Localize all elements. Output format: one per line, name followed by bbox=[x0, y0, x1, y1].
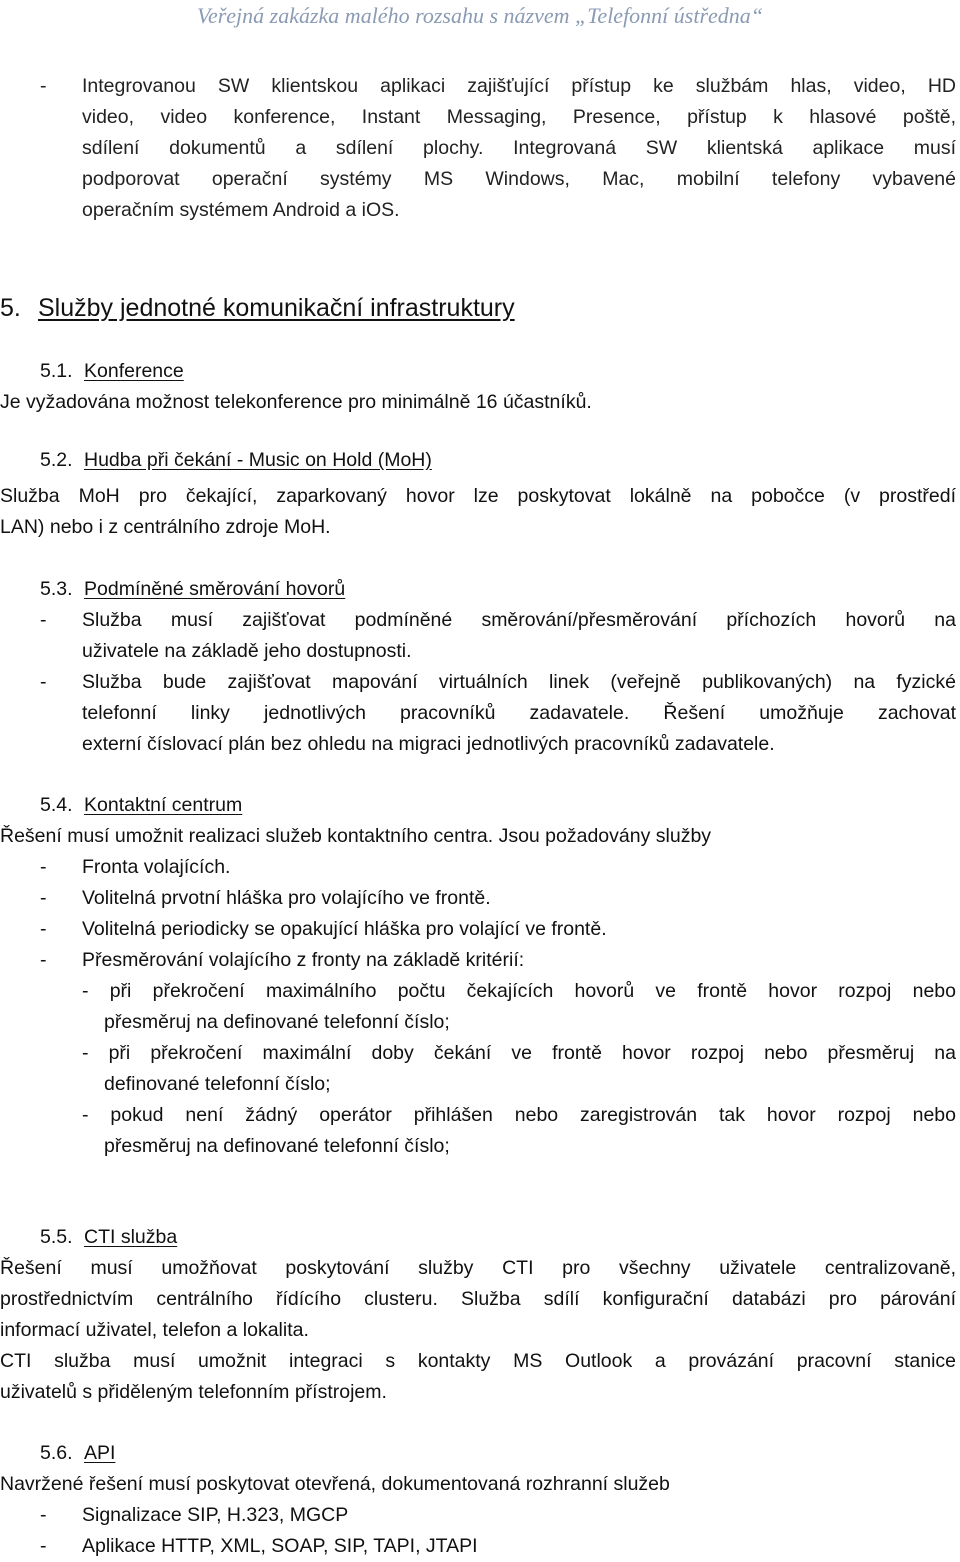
subsection-title: API bbox=[84, 1442, 116, 1464]
intro-line: Integrovanou SW klientskou aplikaci zajišťující přístup ke službám hlas, video, HD bbox=[82, 75, 956, 97]
sub-list-line: - pokud není žádný operátor přihlášen nebo zaregistrován tak hovor rozpoj nebo bbox=[82, 1104, 956, 1126]
subsection-number: 5.6. bbox=[40, 1442, 73, 1464]
paragraph: Je vyžadována možnost telekonference pro minimálně 16 účastníků. bbox=[0, 391, 592, 413]
bullet-dash: - bbox=[40, 918, 47, 940]
paragraph bbox=[0, 1253, 956, 1408]
bullet-dash: - bbox=[40, 856, 47, 878]
list-item-line: Služba musí zajišťovat podmíněné směrování/přesměrování příchozích hovorů na bbox=[82, 609, 956, 631]
list-item-text: Volitelná periodicky se opakující hláška pro volající ve frontě. bbox=[82, 918, 607, 940]
paragraph: Řešení musí umožnit realizaci služeb kontaktního centra. Jsou požadovány služby bbox=[0, 825, 712, 847]
paragraph-line: informací uživatel, telefon a lokalita. bbox=[0, 1319, 309, 1341]
paragraph-line: Řešení musí umožňovat poskytování služby CTI pro všechny uživatele centralizovaně, bbox=[0, 1257, 956, 1279]
list-item-line: telefonní linky jednotlivých pracovníků zadavatele. Řešení umožňuje zachovat bbox=[82, 702, 956, 724]
bullet-dash: - bbox=[40, 75, 47, 97]
section-number: 5. bbox=[0, 294, 21, 322]
list-item bbox=[0, 883, 960, 914]
list-item bbox=[0, 945, 960, 976]
paragraph-line: LAN) nebo i z centrálního zdroje MoH. bbox=[0, 516, 331, 538]
list-item bbox=[0, 914, 960, 945]
list-item-text: Fronta volajících. bbox=[82, 856, 231, 878]
subsection-number: 5.2. bbox=[40, 449, 73, 471]
intro-line: sdílení dokumentů a sdílení plochy. Integrovaná SW klientská aplikace musí bbox=[82, 137, 956, 159]
sub-list-line: - při překročení maximální doby čekání ve frontě hovor rozpoj nebo přesměruj na bbox=[82, 1042, 956, 1064]
bullet-dash: - bbox=[40, 671, 47, 693]
list-item-text: Volitelná prvotní hláška pro volajícího ve frontě. bbox=[82, 887, 491, 909]
list-item-text: Signalizace SIP, H.323, MGCP bbox=[82, 1504, 349, 1526]
list-item bbox=[0, 1500, 960, 1531]
subsection-title: Hudba při čekání - Music on Hold (MoH) bbox=[84, 449, 432, 471]
bullet-dash: - bbox=[40, 949, 47, 971]
bullet-dash: - bbox=[40, 887, 47, 909]
paragraph-line: Služba MoH pro čekající, zaparkovaný hovor lze poskytovat lokálně na pobočce (v prostředí bbox=[0, 485, 956, 507]
paragraph-line: prostřednictvím centrálního řídícího clusteru. Služba sdílí konfigurační databázi pro párování bbox=[0, 1288, 956, 1310]
intro-line: podporovat operační systémy MS Windows, Mac, mobilní telefony vybavené bbox=[82, 168, 956, 190]
list bbox=[0, 1500, 960, 1562]
list-item-line: Služba bude zajišťovat mapování virtuálních linek (veřejně publikovaných) na fyzické bbox=[82, 671, 956, 693]
subsection-title: Kontaktní centrum bbox=[84, 794, 243, 816]
paragraph-line: CTI služba musí umožnit integraci s kontakty MS Outlook a provázání pracovní stanice bbox=[0, 1350, 956, 1372]
bullet-dash: - bbox=[40, 1535, 47, 1557]
subsection-title: Podmíněné směrování hovorů bbox=[84, 578, 346, 600]
intro-line: video, video konference, Instant Messaging, Presence, přístup k hlasové poště, bbox=[82, 106, 956, 128]
paragraph bbox=[0, 481, 956, 543]
subsection-number: 5.4. bbox=[40, 794, 73, 816]
subsection-number: 5.5. bbox=[40, 1226, 73, 1248]
intro-line: operačním systémem Android a iOS. bbox=[82, 199, 400, 221]
list-item bbox=[0, 1531, 960, 1562]
list-item bbox=[0, 852, 960, 883]
subsection-title: Konference bbox=[84, 360, 184, 382]
sub-list-line: přesměruj na definované telefonní číslo; bbox=[104, 1011, 450, 1033]
bullet-dash: - bbox=[40, 609, 47, 631]
subsection-title: CTI služba bbox=[84, 1226, 178, 1248]
list-item-line: externí číslovací plán bez ohledu na migraci jednotlivých pracovníků zadavatele. bbox=[82, 733, 775, 755]
sub-list-line: - při překročení maximálního počtu čekajících hovorů ve frontě hovor rozpoj nebo bbox=[82, 980, 956, 1002]
list-item-line: uživatele na základě jeho dostupnosti. bbox=[82, 640, 412, 662]
list bbox=[0, 852, 960, 976]
sub-list-line: přesměruj na definované telefonní číslo; bbox=[104, 1135, 450, 1157]
bullet-dash: - bbox=[40, 1504, 47, 1526]
list-item-text: Aplikace HTTP, XML, SOAP, SIP, TAPI, JTAPI bbox=[82, 1535, 478, 1557]
paragraph: Navržené řešení musí poskytovat otevřená, dokumentovaná rozhranní služeb bbox=[0, 1473, 670, 1495]
sub-list-line: definované telefonní číslo; bbox=[104, 1073, 331, 1095]
subsection-number: 5.3. bbox=[40, 578, 73, 600]
paragraph-line: uživatelů s přiděleným telefonním přístrojem. bbox=[0, 1381, 387, 1403]
page-header: Veřejná zakázka malého rozsahu s názvem „Telefonní ústředna“ bbox=[196, 3, 764, 28]
subsection-number: 5.1. bbox=[40, 360, 73, 382]
list-item-text: Přesměrování volajícího z fronty na základě kritérií: bbox=[82, 949, 525, 971]
section-title: Služby jednotné komunikační infrastruktury bbox=[38, 294, 515, 322]
